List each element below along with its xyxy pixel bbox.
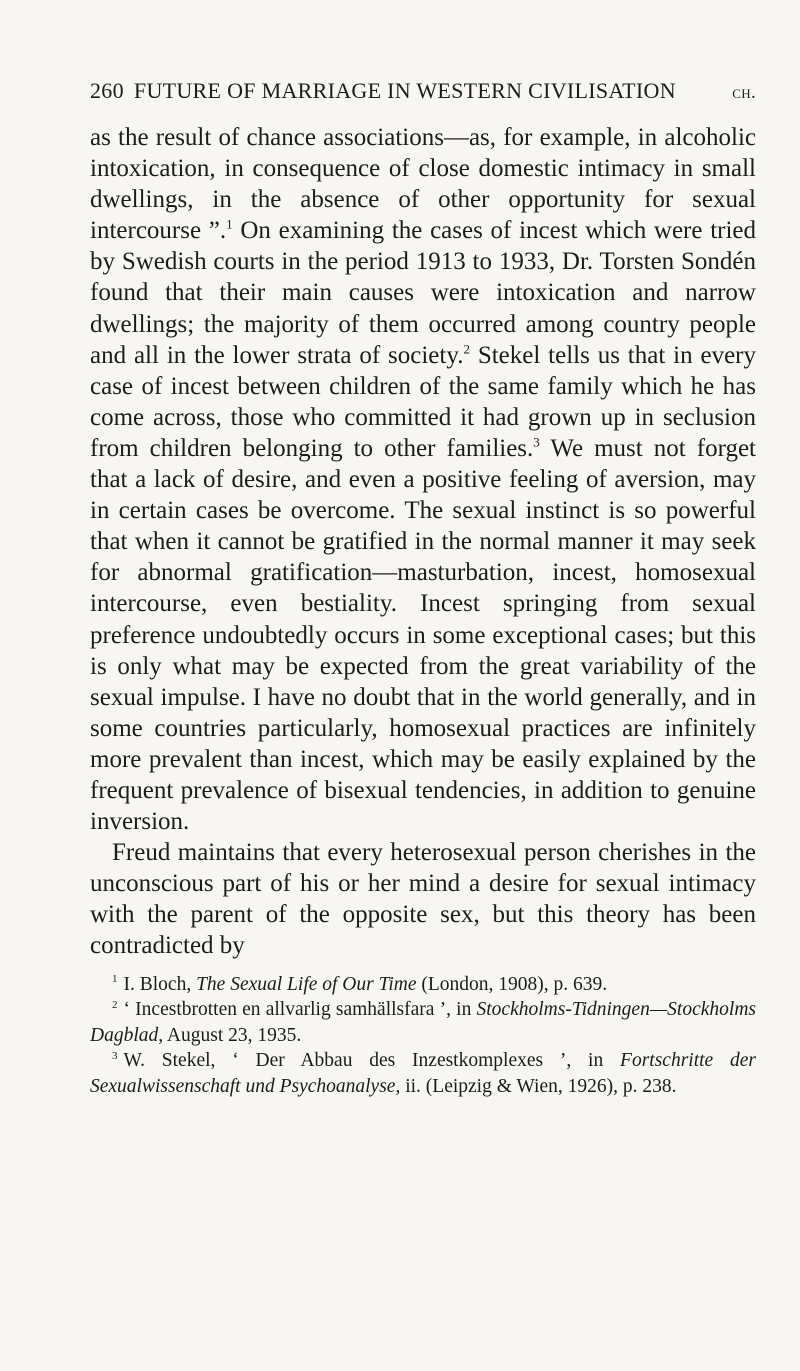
footnote-text: ‘ Incestbrotten en allvarlig samhällsfara ’, in <box>123 999 477 1021</box>
paragraph-continuation <box>90 122 756 837</box>
footnote-text: W. Stekel, ‘ Der Abbau des Inzestkomplexes ’, in <box>123 1050 621 1072</box>
page-number: 260 <box>90 78 124 103</box>
text-segment: Stekel tells us that in every case of incest between children of the same family which he has come across, those who committed it had grown up in seclusion from children belonging to other families. <box>90 341 756 462</box>
text-segment: We must not forget that a lack of desire, and even a positive feeling of aversion, may in certain cases be overcome. The sexual instinct is so powerful that when it cannot be gratified in the normal manner it may seek for abnormal gratification—masturbation, incest, homosexual intercourse, even bestiality. Incest springing from sexual preference undoubtedly occurs in some exceptional cases; but this is only what may be expected from the great variability of the sexual impulse. I have no doubt that in the world generally, and in some countries particularly, homosexual practices are infinitely more prevalent than incest, which may be easily explained by the frequent prevalence of bisexual tendencies, in addition to genuine inversion. <box>90 434 757 836</box>
text-segment: On examining the cases of incest which were tried by Swedish courts in the period 1913 to 1933, Dr. Torsten Sondén found that their main causes were intoxication and narrow dwellings; the majority of them occurred among country people and all in the lower strata of society. <box>90 217 757 369</box>
running-head <box>90 78 756 112</box>
footnote-text: (London, 1908), p. 639. <box>416 973 608 995</box>
running-title: FUTURE OF MARRIAGE IN WESTERN CIVILISATION <box>133 78 676 103</box>
footnote <box>90 1048 756 1099</box>
text-segment: as the result of chance associations—as, for example, in alcoholic intoxication, in consequence of close domestic intimacy in small dwellings, in the absence of other opportunity for sexual intercourse ”. <box>90 124 756 245</box>
book-page <box>90 78 756 1099</box>
footnote-ref: 2 <box>463 341 470 357</box>
footnote-text: , ii. (Leipzig & Wien, 1926), p. 238. <box>395 1075 677 1097</box>
main-text <box>90 122 756 962</box>
footnote <box>90 972 756 998</box>
paragraph: Freud maintains that every heterosexual person cherishes in the unconscious part of his or her mind a desire for sexual intimacy with the parent of the opposite sex, but this theory has been contradicted by <box>90 839 756 960</box>
footnote-ref: 1 <box>226 216 233 232</box>
footnote-title: Fortschritte der Sexualwissenschaft und Psychoanalyse <box>90 1050 756 1097</box>
footnote-number: 2 <box>112 998 118 1011</box>
chapter-abbreviation: ch. <box>732 82 756 103</box>
footnote <box>90 997 756 1048</box>
footnotes <box>90 972 756 1100</box>
footnote-title: Stockholms-Tidningen—Stockholms Dagblad <box>90 999 756 1046</box>
footnote-title: The Sexual Life of Our Time <box>196 973 417 995</box>
footnote-ref: 3 <box>533 434 540 450</box>
footnote-text: I. Bloch, <box>123 973 197 995</box>
footnote-text: , August 23, 1935. <box>158 1024 302 1046</box>
footnote-number: 3 <box>112 1049 118 1062</box>
footnote-number: 1 <box>112 973 118 986</box>
